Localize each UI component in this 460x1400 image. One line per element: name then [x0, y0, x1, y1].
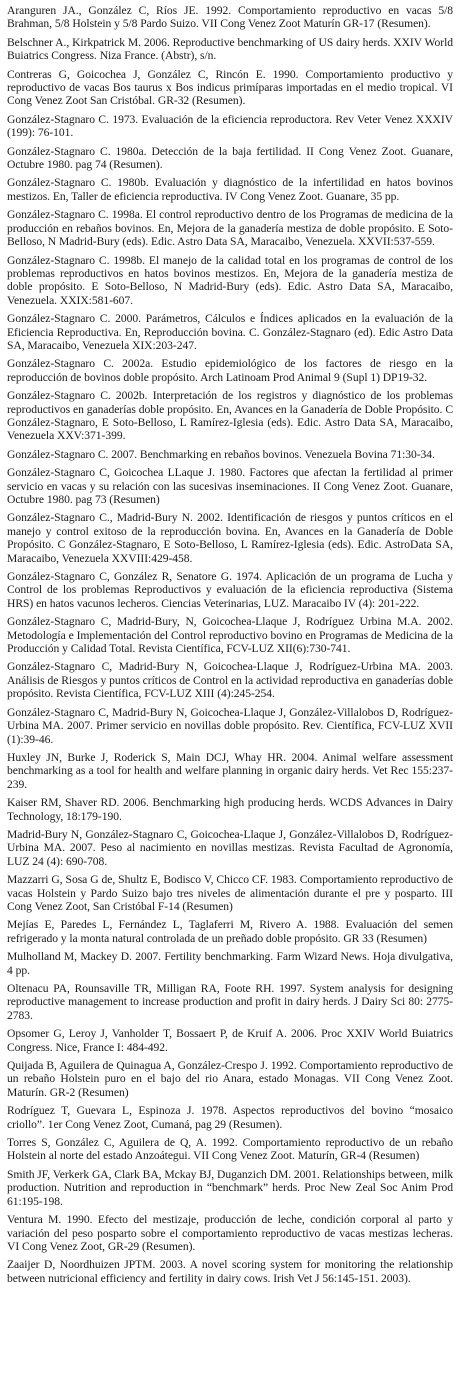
- reference-entry: González-Stagnaro C. 2007. Benchmarking en rebaños bovinos. Venezuela Bovina 71:30-34.: [7, 447, 435, 461]
- reference-entry: Opsomer G, Leroy J, Vanholder T, Bossaert P, de Kruif A. 2006. Proc XXIV World Buiatrics Congress. Nice, France I: 484-492.: [7, 1027, 453, 1054]
- reference-entry: Ventura M. 1990. Efecto del mestizaje, producción de leche, condición corporal al parto y variación del peso posparto sobre el comportamiento reproductivo de vacas mestizas lecheras. VI Cong Venez Zoot, GR-29 (Resumen).: [7, 1213, 453, 1253]
- reference-entry: González-Stagnaro C, Madrid-Bury, N, Goicochea-Llaque J, Rodríguez Urbina M.A. 2002. Metodología e Implementación del Control reproductivo bovino en Programas de Medicina de la Producción y Calidad Total. Revista Científica, FCV-LUZ XII(6):730-741.: [7, 615, 453, 656]
- reference-entry: González-Stagnaro C, Madrid-Bury N, Goicochea-Llaque J, González-Villalobos D, Rodríguez-Urbina MA. 2007. Primer servicio en novillas doble propósito. Rev. Científica, FCV-LUZ XVII (1):39-46.: [7, 705, 453, 746]
- reference-entry: Rodríguez T, Guevara L, Espinoza J. 1978. Aspectos reproductivos del bovino “mosaico criollo”. 1er Cong Venez Zoot, Cumaná, pag 29 (Resumen).: [7, 1104, 453, 1131]
- reference-entry: González-Stagnaro C. 2000. Parámetros, Cálculos e Índices aplicados en la evaluación de la Eficiencia Reproductiva. En, Reproducción bovina. C. González-Stagnaro (ed). Edic Astro Data SA, Maracaibo, Venezuela XIX:203-247.: [7, 312, 453, 352]
- reference-entry: Belschner A., Kirkpatrick M. 2006. Reproductive benchmarking of US dairy herds. XXIV World Buiatrics Congress. Niza France. (Abstr), s/n.: [7, 35, 453, 63]
- reference-entry: Mulholland M, Mackey D. 2007. Fertility benchmarking. Farm Wizard News. Hoja divulgativa, 4 pp.: [7, 950, 453, 977]
- reference-entry: González-Stagnaro C. 1998b. El manejo de la calidad total en los programas de control de los problemas reproductivos en hatos bovinos mestizos. En, Mejora de la ganadería mestiza de doble propósito. E Soto-Belloso, N Madrid-Bury (eds). Edic. Astro Data SA, Maracaibo, Venezuela. XXIX:581-607.: [7, 253, 453, 307]
- reference-entry: Madrid-Bury N, González-Stagnaro C, Goicochea-Llaque J, González-Villalobos D, Rodríguez-Urbina MA. 2007. Peso al nacimiento en novillas mestizas. Revista Facultad de Agronomía, LUZ 24 (4): 690-708.: [7, 827, 453, 868]
- reference-entry: Torres S, González C, Aguilera de Q, A. 1992. Comportamiento reproductivo de un rebaño Holstein al norte del estado Anzoátegui. VII Cong Venez Zoot. Maturín, GR-4 (Resumen): [7, 1136, 453, 1163]
- reference-entry: González-Stagnaro C, González R, Senatore G. 1974. Aplicación de un programa de Lucha y Control de los problemas Reproductivos y evaluación de la eficiencia reproductiva (Sistema HRS) en hatos vacunos lecheros. Ciencias Veterinarias, LUZ. Maracaibo IV (4): 201-222.: [7, 570, 453, 610]
- reference-entry: Huxley JN, Burke J, Roderick S, Main DCJ, Whay HR. 2004. Animal welfare assessment benchmarking as a tool for health and welfare planning in organic dairy herds. Vet Rec 155:237-239.: [7, 750, 453, 791]
- reference-entry: Mejías E, Paredes L, Fernández L, Taglaferri M, Rivero A. 1988. Evaluación del semen refrigerado y la monta natural controlada de un preñado doble propósito. GR 33 (Resumen): [7, 918, 453, 945]
- reference-entry: González-Stagnaro C. 2002a. Estudio epidemiológico de los factores de riesgo en la reproducción de bovinos doble propósito. Arch Latinoam Prod Animal 9 (Supl 1) DP19-32.: [7, 357, 453, 384]
- reference-entry: Contreras G, Goicochea J, González C, Rincón E. 1990. Comportamiento productivo y reproductivo de vacas Bos taurus x Bos indicus primíparas importadas en el medio tropical. VI Cong Venez Zoot San Cristóbal. GR-32 (Resumen).: [7, 67, 453, 108]
- reference-entry: González-Stagnaro C. 1973. Evaluación de la eficiencia reproductora. Rev Veter Venez XXXIV (199): 76-101.: [7, 112, 453, 140]
- reference-entry: González-Stagnaro C. 1980a. Detección de la baja fertilidad. II Cong Venez Zoot. Guanare, Octubre 1980. pag 74 (Resumen).: [7, 144, 453, 172]
- reference-entry: González-Stagnaro C. 1998a. El control reproductivo dentro de los Programas de medicina de la producción en rebaños bovinos. En, Mejora de la ganadería mestiza de doble propósito. E Soto-Belloso, N Madrid-Bury (eds). Edic. Astro Data SA, Maracaibo, Venezuela. XXVII:537-559.: [7, 208, 453, 249]
- reference-entry: Smith JF, Verkerk GA, Clark BA, Mckay BJ, Duganzich DM. 2001. Relationships between, milk production. Nutrition and reproduction in “benchmark” herds. Proc New Zeal Soc Anim Prod 61:195-198.: [7, 1167, 453, 1208]
- reference-entry: Kaiser RM, Shaver RD. 2006. Benchmarking high producing herds. WCDS Advances in Dairy Technology, 18:179-190.: [7, 796, 453, 823]
- reference-entry: González-Stagnaro C. 1980b. Evaluación y diagnóstico de la infertilidad en hatos bovinos mestizos. En, Taller de eficiencia reproductiva. IV Cong Venez Zoot. Guanare, 35 pp.: [7, 176, 453, 203]
- reference-entry: González-Stagnaro C., Madrid-Bury N. 2002. Identificación de riesgos y puntos críticos en el manejo y control exitoso de la reproducción bovina. En, Avances en la Ganadería de Doble Propósito. C González-Stagnaro, E Soto-Belloso, L Ramírez-Iglesia (eds). Edic. AstroData SA, Maracaibo, Venezuela XXVIII:429-458.: [7, 511, 453, 565]
- reference-entry: González-Stagnaro C, Goicochea LLaque J. 1980. Factores que afectan la fertilidad al primer servicio en vacas y su relación con las sucesivas inseminaciones. II Cong Venez Zoot. Guanare, Octubre 1980. pag 73 (Resumen): [7, 466, 453, 506]
- reference-entry: Oltenacu PA, Rounsaville TR, Milligan RA, Foote RH. 1997. System analysis for designing reproductive management to increase production and profit in dairy herds. J Dairy Sci 80: 2775-2783.: [7, 982, 453, 1022]
- reference-entry: Aranguren JA., González C, Ríos JE. 1992. Comportamiento reproductivo en vacas 5/8 Brahman, 5/8 Holstein y 5/8 Pardo Suizo. VII Cong Venez Zoot Maturín GR-17 (Resumen).: [7, 4, 453, 31]
- reference-list: [7, 4, 453, 1285]
- reference-entry: González-Stagnaro C. 2002b. Interpretación de los registros y diagnóstico de los problemas reproductivos en ganaderías doble propósito. En, Avances en la Ganadería de Doble Propósito. C González-Stagnaro, E Soto-Belloso, L Ramírez-Iglesia (eds). Edic. Astro Data SA, Maracaibo, Venezuela XXV:371-399.: [7, 389, 453, 443]
- reference-entry: González-Stagnaro C, Madrid-Bury N, Goicochea-Llaque J, Rodríguez-Urbina MA. 2003. Análisis de Riesgos y puntos críticos de Control en la actividad reproductiva en ganaderías doble propósito. Revista Científica, FCV-LUZ XIII (4):245-254.: [7, 660, 453, 701]
- reference-entry: Quijada B, Aguilera de Quinagua A, González-Crespo J. 1992. Comportamiento reproductivo de un rebaño Holstein puro en el bajo del rio Anara, estado Monagas. VII Cong Venez Zoot. Maturín. GR-2 (Resumen): [7, 1059, 453, 1099]
- reference-entry: Zaaijer D, Noordhuizen JPTM. 2003. A novel scoring system for monitoring the relationship between nutricional efficiency and fertility in dairy cows. Irish Vet J 56:145-151. 2003).: [7, 1258, 453, 1285]
- reference-entry: Mazzarri G, Sosa G de, Shultz E, Bodisco V, Chicco CF. 1983. Comportamiento reproductivo de vacas Holstein y Pardo Suizo bajo tres niveles de alimentación durante el pre y posparto. III Cong Venez Zoot, San Cristóbal F-14 (Resumen): [7, 873, 453, 913]
